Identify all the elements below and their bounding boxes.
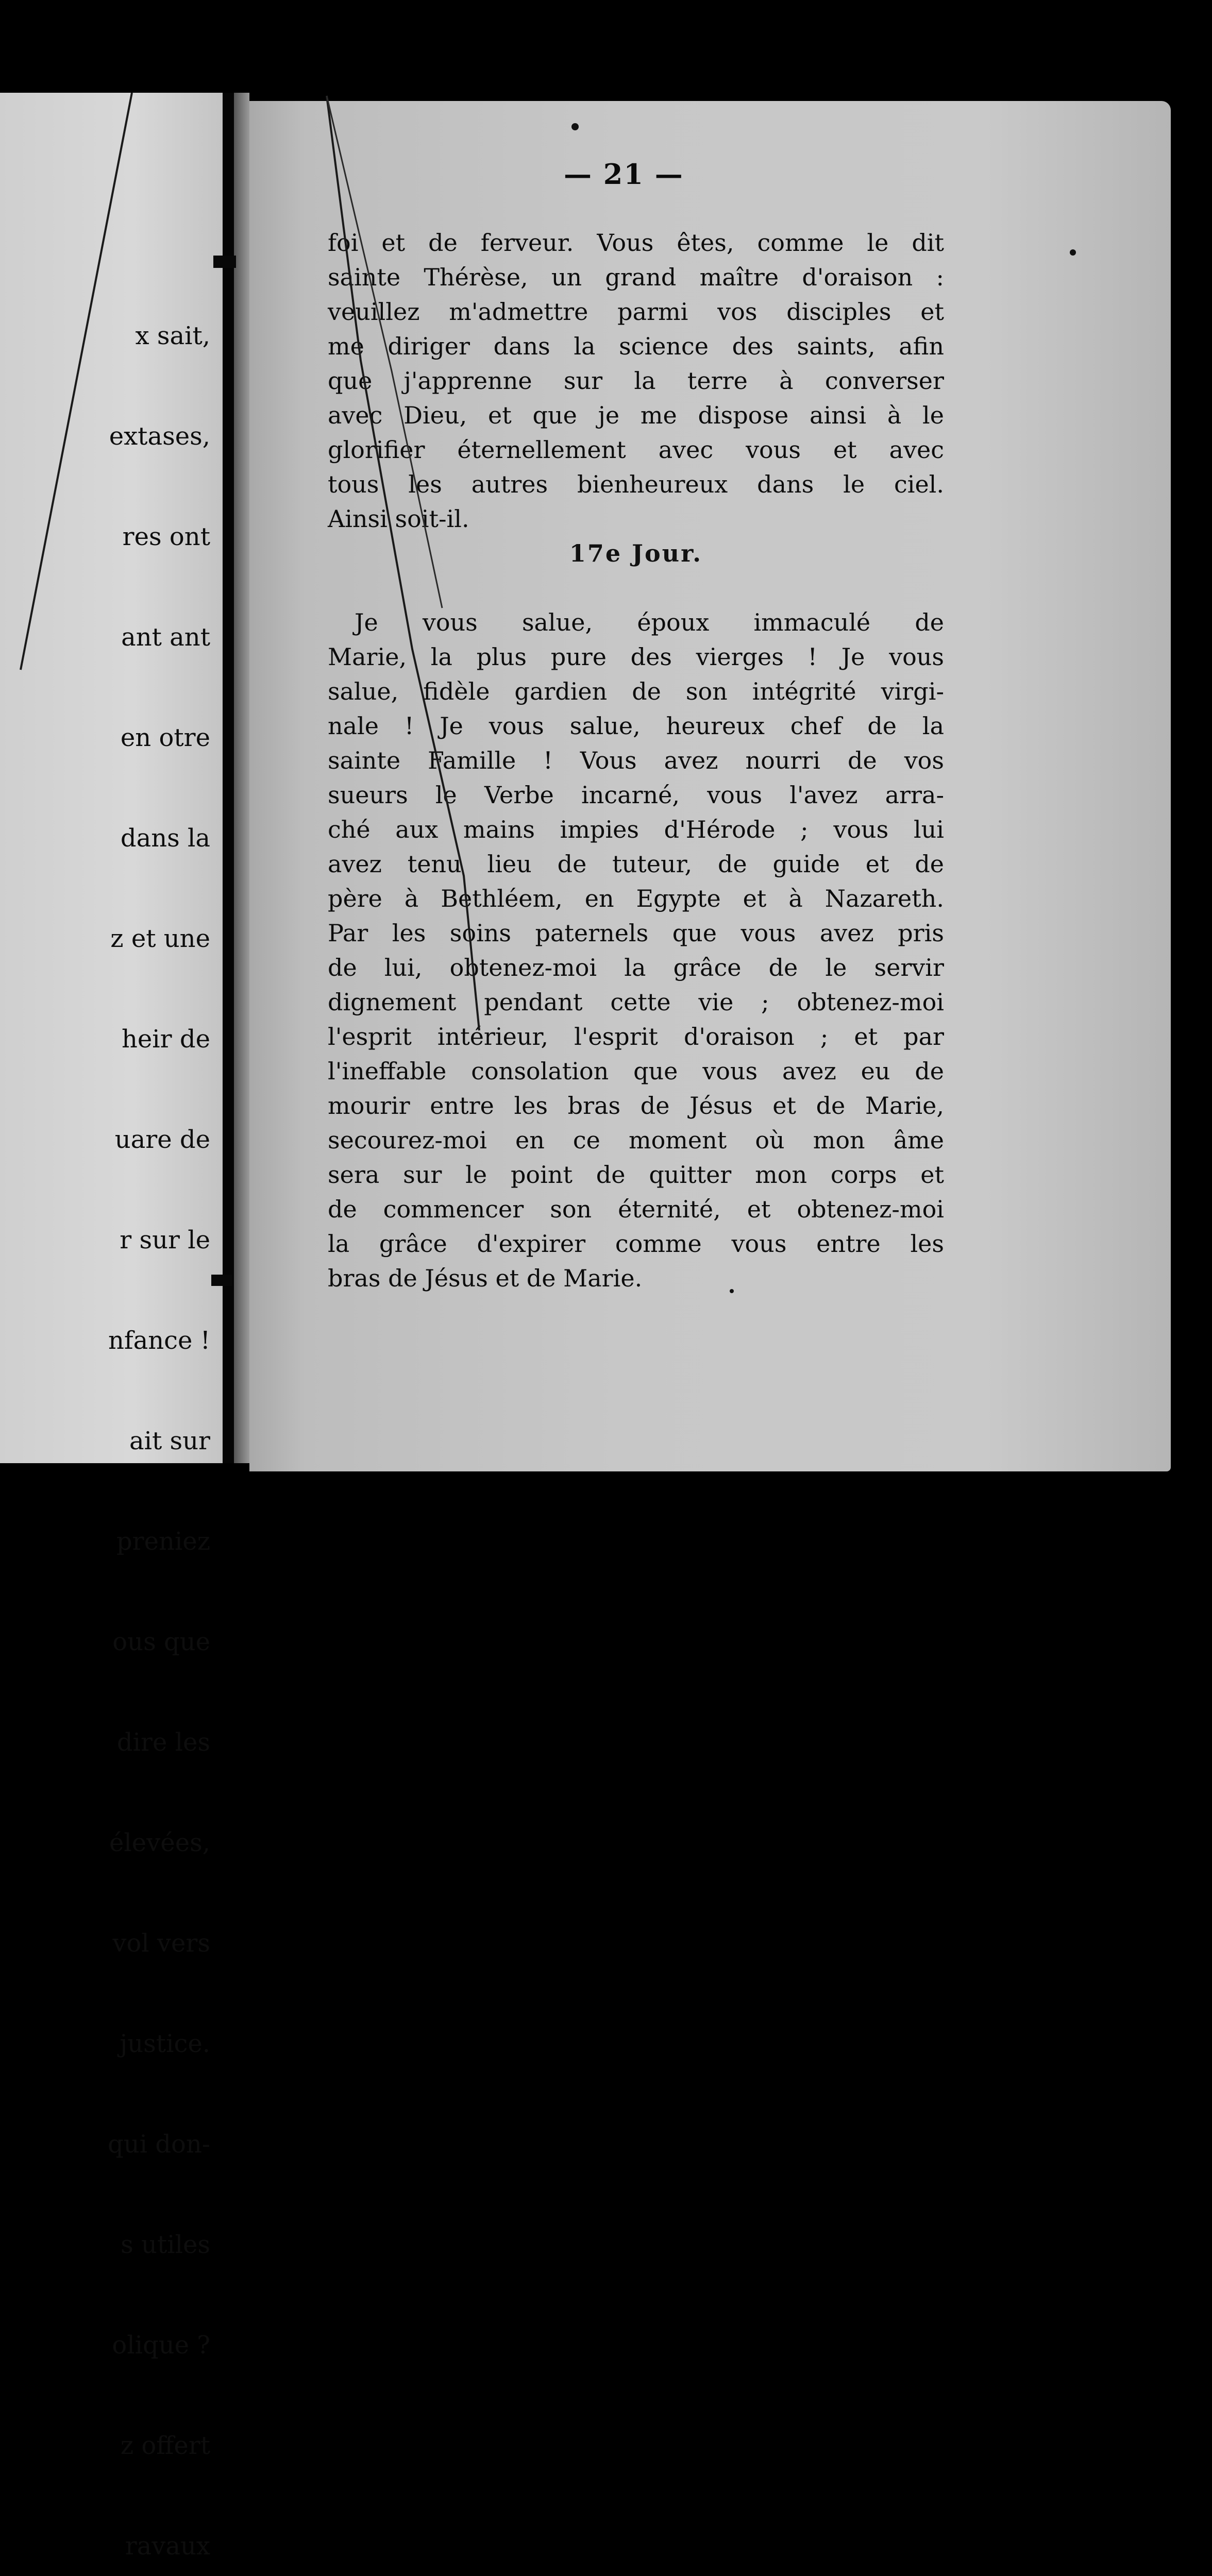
text-line: bras de Jésus et de Marie. [328,1264,643,1292]
left-line: dans la [120,824,210,853]
left-line: élevées, [109,1828,210,1857]
left-line: qui don- [107,2130,210,2159]
page-number: — 21 — [564,158,684,191]
text-line: l'esprit intérieur, l'esprit d'oraison ; et par [328,1023,944,1050]
text-line: sainte Thérèse, un grand maître d'oraison : [328,263,944,291]
text-line: mourir entre les bras de Jésus et de Marie, [328,1092,944,1120]
text-line: dignement pendant cette vie ; obtenez-moi [328,988,944,1016]
left-line: olique ? [112,2331,210,2360]
text-line: la grâce d'expirer comme vous entre les [328,1230,944,1258]
left-line: justice. [120,2029,210,2058]
text-line: secourez-moi en ce moment où mon âme [328,1126,944,1154]
text-line: me diriger dans la science des saints, afin [328,332,944,360]
left-line: ous que [112,1628,210,1656]
left-page [0,93,223,2561]
text-line: Marie, la plus pure des vierges ! Je vous [328,643,944,671]
text-line: glorifier éternellement avec vous et avec [328,436,944,464]
text-line: Ainsi soit-il. [328,505,469,533]
left-line: x sait, [135,321,210,350]
left-line: z offert [120,2431,210,2460]
text-line: tous les autres bienheureux dans le ciel. [328,470,944,498]
left-line: nfance ! [108,1326,210,1355]
left-line: ait sur [129,1427,210,1455]
text-line: sera sur le point de quitter mon corps et [328,1161,944,1189]
left-line: z et une [110,924,210,953]
text-line: sainte Famille ! Vous avez nourri de vos [328,747,944,774]
text-line: de commencer son éternité, et obtenez-moi [328,1195,944,1223]
text-line: sueurs le Verbe incarné, vous l'avez arra- [328,781,944,809]
book-spine [223,93,234,1463]
left-line: s utiles [121,2230,210,2259]
text-line: nale ! Je vous salue, heureux chef de la [328,712,944,740]
left-line: vol vers [112,1929,210,1958]
day-heading: 17e Jour. [569,539,703,567]
text-line: avez tenu lieu de tuteur, de guide et de [328,850,944,878]
text-line: ché aux mains impies d'Hérode ; vous lui [328,816,944,843]
left-line: heir de [121,1025,210,1054]
text-line: que j'apprenne sur la terre à converser [328,367,944,395]
text-line: de lui, obtenez-moi la grâce de le servir [328,954,944,981]
left-line: preniez [116,1527,210,1556]
left-line: res ont [122,522,210,551]
text-line: salue, fidèle gardien de son intégrité virgi- [328,677,944,705]
text-line: Je vous salue, époux immaculé de [355,608,944,636]
text-line: père à Bethléem, en Egypte et à Nazareth. [328,885,944,912]
left-line: en otre [120,723,210,752]
text-line: veuillez m'admettre parmi vos disciples et [328,298,944,326]
paragraph-prayer-end [328,226,944,536]
left-line: ravaux [125,2532,210,2561]
text-line: l'ineffable consolation que vous avez eu de [328,1057,944,1085]
left-line: uare de [114,1125,210,1154]
left-line: r sur le [120,1226,210,1255]
spine-shadow [234,93,249,1463]
text-line: avec Dieu, et que je me dispose ainsi à le [328,401,944,429]
left-page-text [107,252,210,2576]
left-line: extases, [109,422,210,451]
right-page-text [328,226,944,1296]
paragraph-prayer [328,605,944,1296]
text-line: foi et de ferveur. Vous êtes, comme le dit [328,229,944,257]
left-line: dire les [116,1728,210,1757]
text-line: Par les soins paternels que vous avez pris [328,919,944,947]
left-line: ant ant [121,623,210,652]
